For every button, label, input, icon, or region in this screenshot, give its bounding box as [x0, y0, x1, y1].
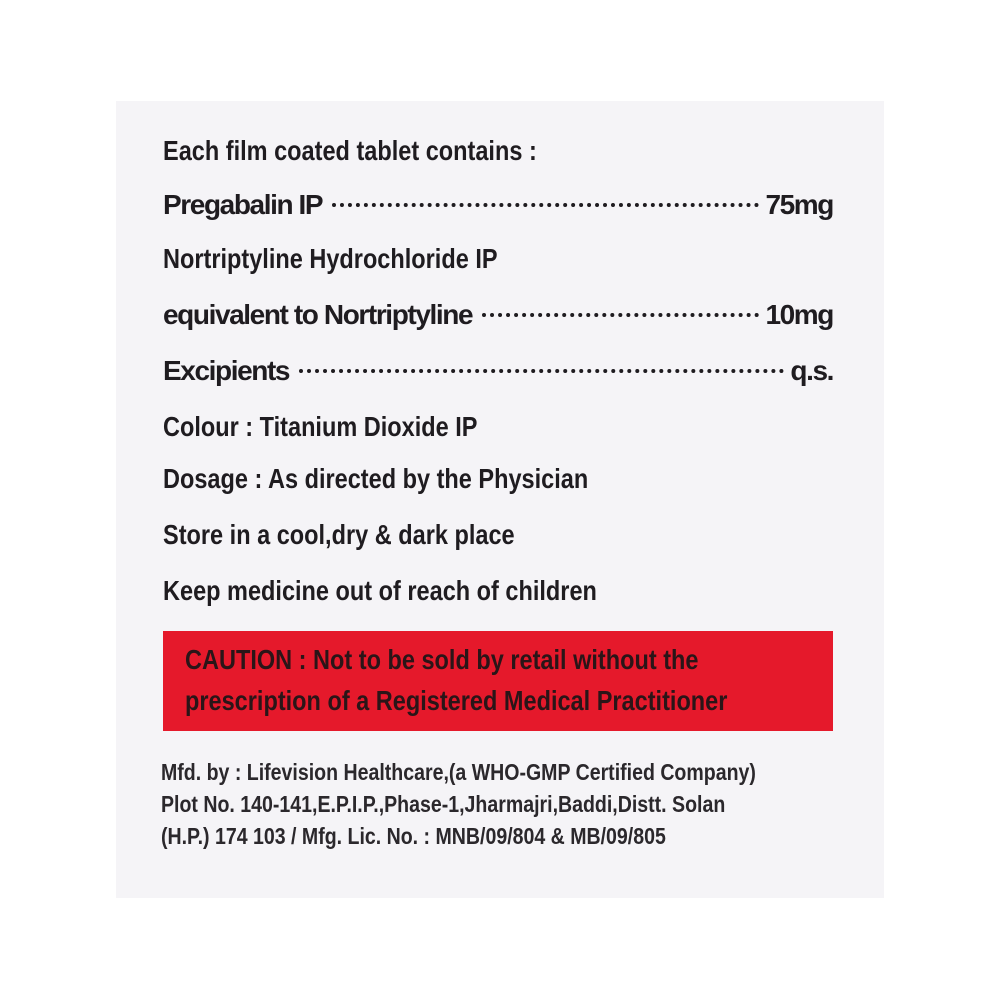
ingredient-quantity: 75mg [765, 189, 833, 220]
ingredient-name-nortriptyline-hcl: Nortriptyline Hydrochloride IP [163, 243, 498, 274]
dotted-leader [332, 203, 759, 207]
ingredient-quantity: 10mg [765, 299, 833, 330]
ingredient-row-pregabalin [163, 188, 833, 222]
caution-text-line-1: CAUTION : Not to be sold by retail without the [185, 644, 699, 675]
caution-text-line-2: prescription of a Registered Medical Practitioner [185, 685, 728, 716]
ingredient-name: equivalent to Nortriptyline [163, 299, 473, 330]
dotted-leader [482, 313, 759, 317]
ingredient-row-nortriptyline [163, 298, 833, 332]
ingredient-name: Pregabalin IP [163, 189, 323, 220]
storage-statement: Store in a cool,dry & dark place [163, 519, 515, 550]
manufacturer-line-3: (H.P.) 174 103 / Mfg. Lic. No. : MNB/09/804 & MB/09/805 [161, 823, 666, 849]
colour-statement: Colour : Titanium Dioxide IP [163, 411, 478, 442]
keep-away-warning: Keep medicine out of reach of children [163, 575, 597, 606]
composition-header: Each film coated tablet contains : [163, 135, 537, 166]
ingredient-name: Excipients [163, 355, 290, 386]
dotted-leader [299, 369, 784, 373]
ingredient-quantity: q.s. [790, 355, 833, 386]
ingredient-row-excipients [163, 354, 833, 388]
manufacturer-line-1: Mfd. by : Lifevision Healthcare,(a WHO-GMP Certified Company) [161, 759, 756, 785]
manufacturer-line-2: Plot No. 140-141,E.P.I.P.,Phase-1,Jharmajri,Baddi,Distt. Solan [161, 791, 726, 817]
dosage-statement: Dosage : As directed by the Physician [163, 463, 589, 494]
